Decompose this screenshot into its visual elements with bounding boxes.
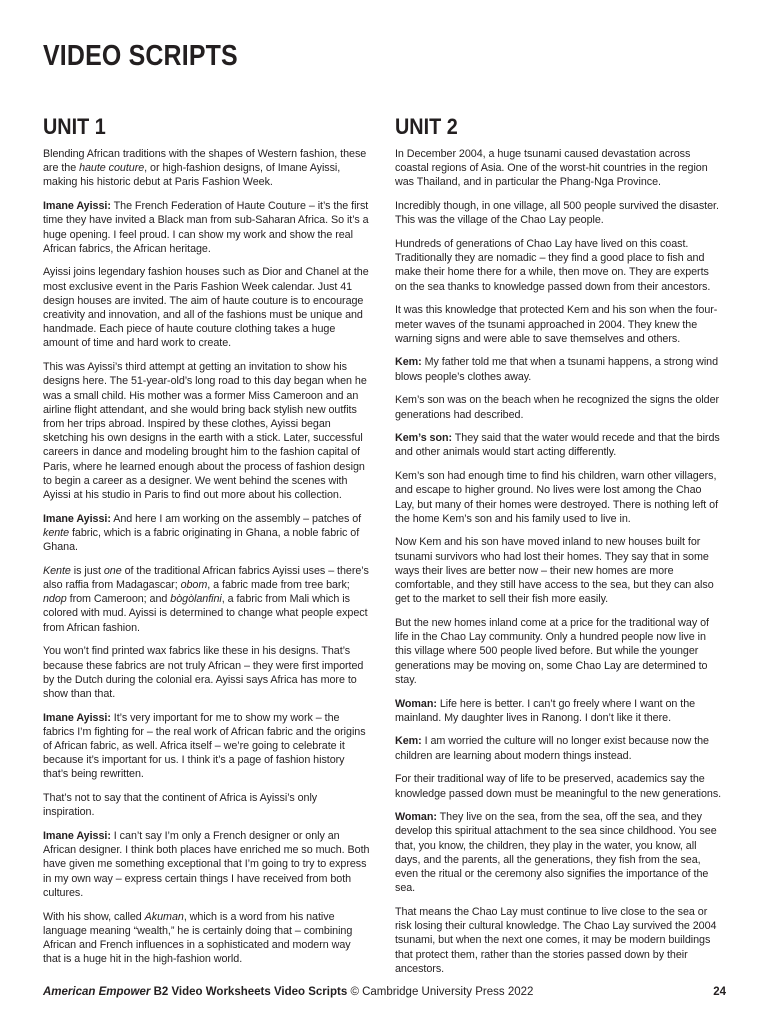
script-paragraph	[43, 711, 370, 782]
script-paragraph	[395, 535, 722, 606]
paragraph-text: They live on the sea, from the sea, off the sea, and they develop this spiritual attachment to the sea since childhood. You see that, you know, the children, they play in the water, you know, all days, and the parents, all the generations, they fish from the sea, even the ritual or the ceremony also signifies the importance of the sea.	[395, 811, 717, 895]
speaker-label: Imane Ayissi:	[43, 830, 111, 843]
paragraph-text: Kem’s son had enough time to find his children, warn other villagers, and escape to higher ground. No lives were lost among the Chao Lay, but many of their homes were destroyed. There is nothing left of the home Kem’s son and his family used to live in.	[395, 470, 719, 525]
paragraph-text: from Cameroon; and	[66, 593, 171, 606]
paragraph-text: I can’t say I’m only a French designer or only an African designer. I think both places have enriched me so much. Both have given me something exceptional that I’m going to try to express in my own way – express certain things I have received from both cultures.	[43, 830, 370, 899]
italic-term: haute couture	[79, 162, 145, 175]
italic-term: obom	[180, 578, 208, 591]
paragraph-text: , which is a word from his native language meaning “wealth,” he is certainly doing that – combining African and French influences in a sophisticated and modern way that is a huge hit in the high-fashion world.	[43, 910, 353, 966]
paragraph-text: But the new homes inland come at a price for the traditional way of life in the Chao Lay community. Only a hundred people now live in this village where 500 people lived before. But while the younger generations may be moving on, some Chao Lay are determined to stay.	[395, 616, 709, 686]
paragraph-text: For their traditional way of life to be preserved, academics say the knowledge passed down must be meaningful to the new generations.	[395, 773, 722, 800]
italic-term: Kente	[43, 564, 71, 577]
paragraph-text: fabric, which is a fabric originating in Ghana, a noble fabric of Ghana.	[43, 526, 360, 554]
script-paragraph	[43, 910, 370, 967]
paragraph-text: Blending African traditions with the shapes of Western fashion, these are the	[43, 148, 367, 175]
italic-term: Akuman	[144, 910, 184, 923]
paragraph-text: With his show, called	[43, 910, 145, 923]
script-paragraph	[395, 237, 722, 294]
footer-level: B2 Video Worksheets Video Scripts	[153, 986, 348, 998]
paragraph-text: They said that the water would recede and that the birds and other animals would start acting differently.	[395, 432, 720, 459]
script-paragraph	[43, 791, 370, 819]
paragraph-text: Life here is better. I can’t go freely where I want on the mainland. My daughter lives in Ranong. I don’t like it there.	[395, 697, 696, 724]
unit-heading: UNIT 2	[395, 114, 458, 139]
script-paragraph	[43, 564, 370, 635]
script-paragraph	[43, 512, 370, 555]
script-paragraph	[395, 616, 722, 687]
speaker-label: Imane Ayissi:	[43, 711, 111, 724]
script-paragraph	[395, 905, 722, 976]
paragraph-text: I am worried the culture will no longer exist because now the children are learning about modern things instead.	[395, 735, 709, 762]
paragraph-text: That’s not to say that the continent of Africa is Ayissi’s only inspiration.	[43, 792, 318, 819]
paragraph-text: Kem’s son was on the beach when he recognized the signs the older generations had described.	[395, 394, 720, 421]
paragraph-text: This was Ayissi’s third attempt at getting an invitation to show his designs here. The 51-year-old’s long road to this day began when he was a small child. His mother was a former Miss Cameroon and an airline flight attendant, and she would bring back stylish new outfits from her trips abroad. Inspired by these clothes, Ayissi began sketching his own designs in the earth with a stick. Later, successful careers in dance and modeling brought him to the fashion capital of Paris, where he learned enough about the process of fashion design to begin a career as a designer. We went behind the scenes with Ayissi at his studio in Paris to find out more about his collection.	[43, 361, 367, 501]
paragraph-text: , a fabric from Mali which is colored with mud. Ayissi is determined to change what people expect from African fashion.	[43, 593, 368, 634]
speaker-label: Imane Ayissi:	[43, 200, 111, 213]
paragraph-text: It was this knowledge that protected Kem and his son when the four-meter waves of the tsunami approached in 2004. They knew the warning signs and were able to save themselves and others.	[395, 304, 718, 345]
script-paragraph	[395, 734, 722, 762]
paragraph-text: Now Kem and his son have moved inland to new houses built for tsunami survivors who had lost their homes. They say that in some ways their lives are better now – their new homes are more comfortable, and they still have access to the sea, but they can also get to the market to sell their fish more easily.	[395, 536, 714, 606]
paragraph-text: is just	[70, 564, 104, 577]
script-paragraph	[43, 147, 370, 190]
script-paragraph	[43, 265, 370, 350]
script-paragraph	[395, 147, 722, 190]
script-paragraph	[43, 199, 370, 256]
script-paragraph	[395, 469, 722, 526]
paragraph-text: That means the Chao Lay must continue to live close to the sea or risk losing their cultural knowledge. The Chao Lay survived the 2004 tsunami, but when the next one comes, it may be modern buildings that protect them, rather than the stories passed down by their ancestors.	[395, 905, 717, 975]
script-paragraph	[43, 829, 370, 900]
unit-1-paragraphs	[43, 147, 370, 966]
page-number: 24	[713, 986, 726, 998]
speaker-label: Imane Ayissi:	[43, 512, 111, 525]
italic-term: ndop	[43, 593, 67, 606]
script-paragraph	[395, 431, 722, 459]
italic-term: kente	[43, 526, 70, 539]
paragraph-text: The French Federation of Haute Couture – it’s the first time they have invited a Black man from sub-Saharan Africa. So it’s a huge opening. I feel proud. I can show my work and show the real African fabrics, the African heritage.	[43, 200, 369, 255]
footer-copyright: © Cambridge University Press 2022	[350, 986, 534, 998]
script-paragraph	[395, 355, 722, 383]
paragraph-text: of the traditional African fabrics Ayissi uses – there’s also raffia from Madagascar;	[43, 564, 369, 591]
unit-heading: UNIT 1	[43, 114, 106, 139]
speaker-label: Kem:	[395, 356, 422, 369]
script-paragraph	[43, 360, 370, 502]
paragraph-text: , or high-fashion designs, of Imane Ayissi, making his historic debut at Paris Fashion Week.	[43, 162, 341, 189]
page-footer	[43, 986, 726, 998]
script-paragraph	[395, 303, 722, 346]
speaker-label: Kem:	[395, 735, 422, 748]
speaker-label: Kem’s son:	[395, 432, 453, 445]
italic-term: bògòlanfini	[170, 593, 222, 606]
unit-1-column	[43, 114, 370, 976]
unit-2-paragraphs	[395, 147, 722, 976]
paragraph-text: You won’t find printed wax fabrics like these in his designs. That’s because these fabrics are not truly African – they were first imported by the Dutch during the colonial era. Ayissi says Africa has more to show than that.	[43, 645, 364, 700]
paragraph-text: My father told me that when a tsunami happens, a strong wind blows people’s clothes away.	[395, 356, 719, 383]
script-paragraph	[395, 199, 722, 227]
paragraph-text: Incredibly though, in one village, all 500 people survived the disaster. This was the village of the Chao Lay people.	[395, 200, 719, 227]
script-paragraph	[395, 772, 722, 800]
speaker-label: Woman:	[395, 697, 437, 710]
paragraph-text: Ayissi joins legendary fashion houses such as Dior and Chanel at the most exclusive event in the Paris Fashion Week calendar. Just 41 design houses are invited. The aim of haute couture is to encourage creativity and innovation, and all of the fashions must be unique and handmade. Each piece of haute couture clothing takes a huge amount of time and hard work to create.	[43, 266, 369, 350]
footer-series: American Empower	[43, 986, 151, 998]
paragraph-text: In December 2004, a huge tsunami caused devastation across coastal regions of Asia. One of the worst-hit countries in the region was Thailand, and in particular the Phang-Nga Province.	[395, 148, 708, 189]
paragraph-text: Hundreds of generations of Chao Lay have lived on this coast. Traditionally they are nomadic – they find a good place to fish and make their home there for a while, then move on. They are experts on the sea thanks to knowledge passed down from their ancestors.	[395, 238, 711, 293]
script-paragraph	[395, 697, 722, 725]
unit-2-column	[395, 114, 722, 985]
footer-credit	[43, 986, 533, 998]
script-paragraph	[43, 644, 370, 701]
script-paragraph	[395, 810, 722, 895]
paragraph-text: And here I am working on the assembly – patches of	[110, 512, 362, 525]
speaker-label: Woman:	[395, 811, 437, 824]
italic-term: one	[103, 564, 122, 577]
paragraph-text: , a fabric made from tree bark;	[207, 578, 350, 591]
script-paragraph	[395, 393, 722, 421]
page-title: VIDEO SCRIPTS	[43, 40, 238, 72]
paragraph-text: It’s very important for me to show my work – the fabrics I’m fighting for – the real work of African fabric and the origins of African fabric, as well. Africa itself – we’re going to celebrate it because it’s important for us. I think it’s a page of fashion history that’s being rewritten.	[43, 711, 366, 781]
